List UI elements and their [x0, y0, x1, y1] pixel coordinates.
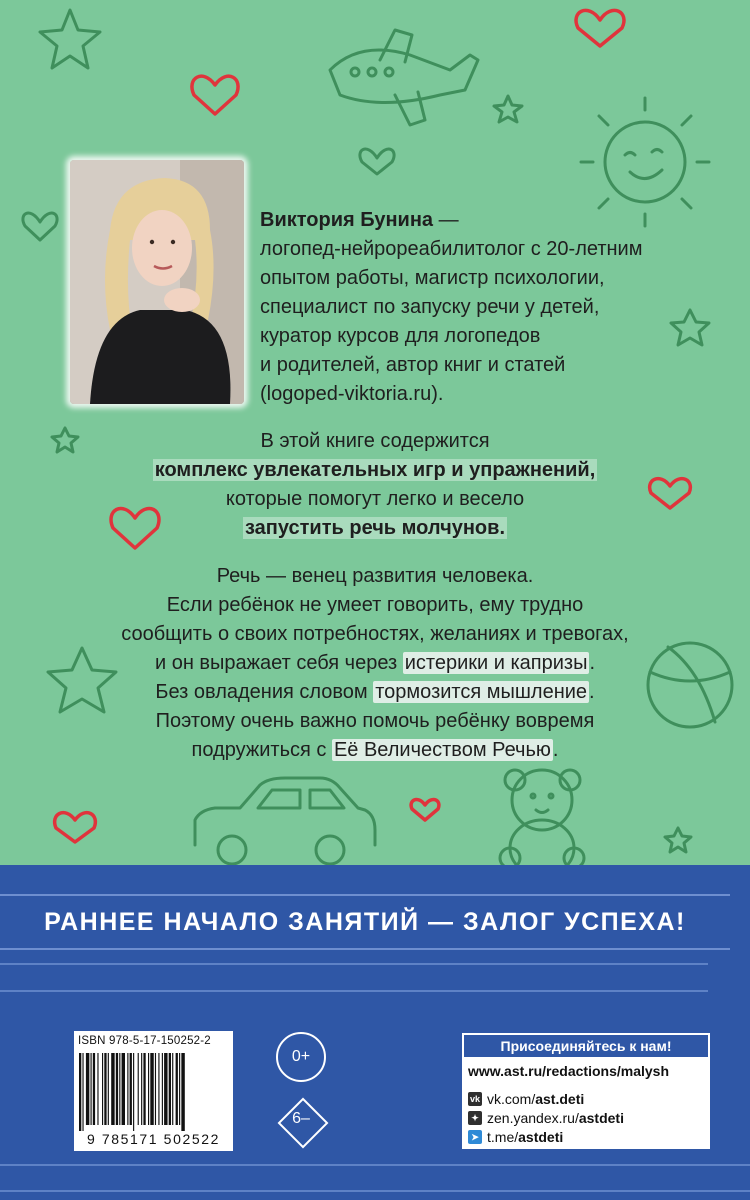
heart-icon	[55, 813, 96, 842]
speech-line: Речь — венец развития человека.	[216, 565, 534, 587]
intro-highlight: комплекс увлекательных игр и упражнений,	[154, 459, 596, 481]
telegram-link[interactable]	[468, 1129, 563, 1145]
speech-text: Без овладения словом	[155, 681, 374, 703]
link-handle: astdeti	[518, 1129, 564, 1145]
age-limit-label: 6–	[292, 1110, 310, 1127]
bio-line: логопед-нейрореабилитолог с 20-летним	[260, 238, 643, 260]
bio-line: специалист по запуску речи у детей,	[260, 296, 600, 318]
speech-text: подружиться с	[191, 739, 332, 761]
age-limit-badge	[276, 1096, 326, 1146]
author-name: Виктория Бунина	[260, 209, 434, 231]
heart-icon	[360, 149, 394, 174]
link-handle: ast.deti	[535, 1091, 585, 1107]
ruled-line	[0, 1164, 750, 1166]
bio-line: и родителей, автор книг и статей	[260, 354, 566, 376]
intro-line: В этой книге содержится	[260, 430, 490, 452]
slogan-text: РАННЕЕ НАЧАЛО ЗАНЯТИЙ — ЗАЛОГ УСПЕХА!	[44, 908, 686, 936]
author-photo	[70, 160, 244, 404]
speech-highlight: Её Величеством Речью	[333, 739, 551, 761]
ruled-line	[0, 1190, 750, 1192]
heart-icon	[411, 799, 439, 820]
speech-highlight: истерики и капризы	[404, 652, 588, 674]
vk-link[interactable]	[468, 1091, 584, 1107]
bio-line: (logoped-viktoria.ru).	[260, 383, 444, 405]
speech-text: .	[552, 739, 559, 761]
social-links-box	[462, 1033, 710, 1149]
airplane-icon	[330, 30, 478, 125]
link-prefix: zen.yandex.ru/	[487, 1110, 579, 1126]
heart-icon	[192, 76, 238, 114]
vk-icon: vk	[469, 1094, 480, 1104]
isbn-label: ISBN 978-5-17-150252-2	[78, 1035, 211, 1047]
telegram-icon: ➤	[468, 1130, 482, 1144]
intro-highlight: запустить речь молчунов.	[244, 517, 505, 539]
barcode-graphic	[79, 1053, 228, 1131]
link-handle: astdeti	[578, 1110, 624, 1126]
isbn-digits: 9 785171 502522	[87, 1131, 220, 1147]
star-icon	[494, 96, 522, 122]
link-prefix: t.me/	[487, 1129, 519, 1145]
heart-icon	[23, 213, 57, 240]
speech-line: Поэтому очень важно помочь ребёнку вовремя	[155, 710, 595, 732]
speech-text: .	[589, 681, 595, 703]
bio-line: опытом работы, магистр психологии,	[260, 267, 605, 289]
social-header: Присоединяйтесь к нам!	[462, 1033, 710, 1059]
speech-text: .	[589, 652, 596, 674]
author-bio	[260, 206, 730, 409]
intro-line: которые помогут легко и весело	[225, 488, 525, 510]
star-icon	[40, 10, 100, 68]
author-dash: —	[433, 209, 459, 231]
link-prefix: vk.com/	[487, 1091, 536, 1107]
star-icon	[665, 828, 691, 852]
publisher-link[interactable]: www.ast.ru/redactions/malysh	[468, 1063, 669, 1079]
speech-text: и он выражает себя через	[154, 652, 403, 674]
slogan-banner	[0, 894, 730, 950]
speech-highlight: тормозится мышление	[375, 681, 588, 703]
zen-link[interactable]	[468, 1110, 624, 1126]
speech-line: сообщить о своих потребностях, желаниях и тревогах,	[121, 623, 629, 645]
teddy-bear-icon	[500, 770, 584, 865]
zen-icon: ✦	[468, 1111, 482, 1125]
speech-line: Если ребёнок не умеет говорить, ему трудно	[166, 594, 584, 616]
bio-line: куратор курсов для логопедов	[260, 325, 541, 347]
age-rating-badge: 0+	[276, 1032, 326, 1082]
heart-icon	[576, 10, 624, 46]
car-icon	[195, 778, 375, 864]
speech-paragraph	[20, 562, 730, 765]
ruled-line	[0, 963, 708, 965]
ruled-line	[0, 990, 708, 992]
barcode-block	[74, 1031, 233, 1151]
intro-paragraph	[20, 427, 730, 543]
